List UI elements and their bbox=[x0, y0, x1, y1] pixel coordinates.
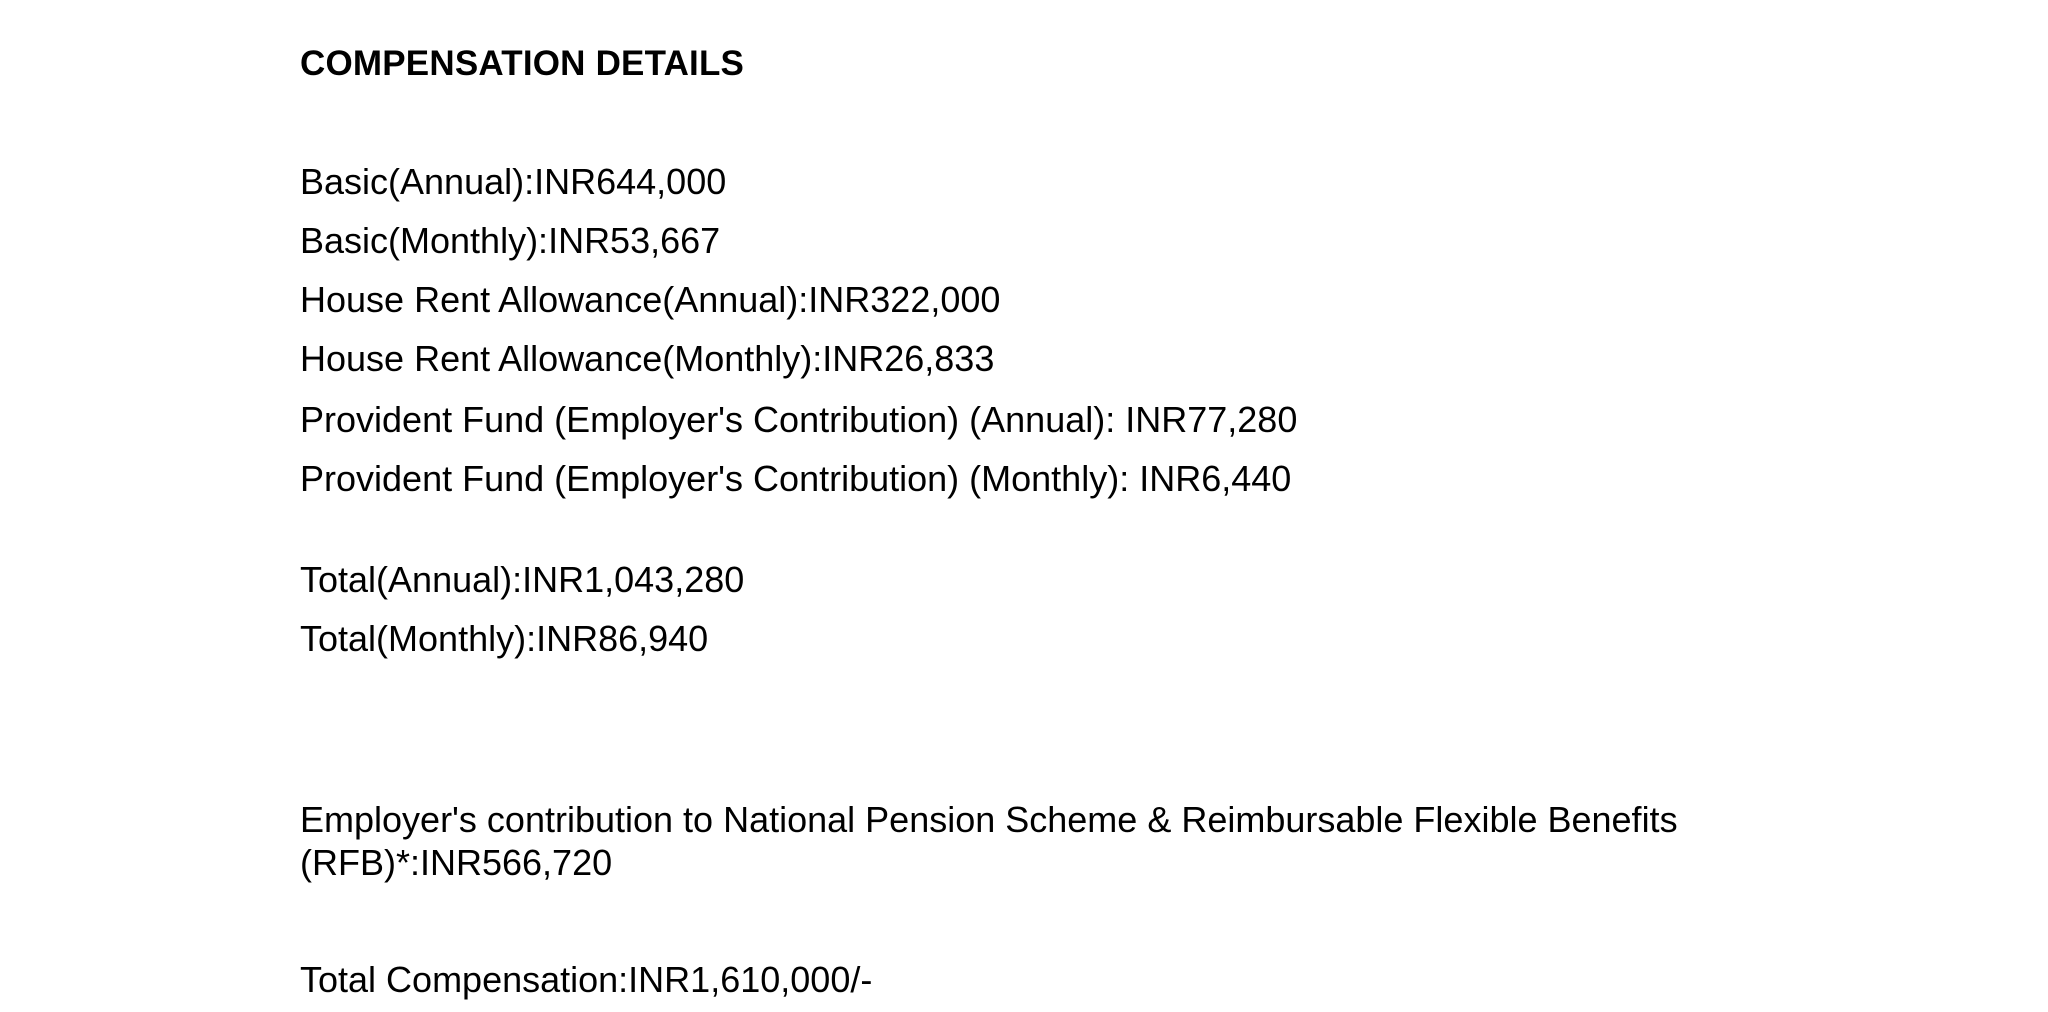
total-annual-line: Total(Annual):INR1,043,280 bbox=[300, 559, 745, 600]
nps-rfb-paragraph: Employer's contribution to National Pension Scheme & Reimbursable Flexible Benefits (RFB)*:INR566,720 bbox=[300, 799, 1678, 883]
hra-annual-line: House Rent Allowance(Annual):INR322,000 bbox=[300, 279, 1001, 320]
pf-monthly-line: Provident Fund (Employer's Contribution) (Monthly): INR6,440 bbox=[300, 458, 1292, 499]
hra-monthly-line: House Rent Allowance(Monthly):INR26,833 bbox=[300, 338, 995, 379]
total-monthly-line: Total(Monthly):INR86,940 bbox=[300, 618, 709, 659]
basic-annual-line: Basic(Annual):INR644,000 bbox=[300, 161, 727, 202]
compensation-document bbox=[300, 0, 2000, 1012]
section-heading: COMPENSATION DETAILS bbox=[300, 44, 745, 83]
total-compensation-line: Total Compensation:INR1,610,000/- bbox=[300, 959, 873, 1000]
basic-monthly-line: Basic(Monthly):INR53,667 bbox=[300, 220, 721, 261]
pf-annual-line: Provident Fund (Employer's Contribution) (Annual): INR77,280 bbox=[300, 399, 1298, 440]
